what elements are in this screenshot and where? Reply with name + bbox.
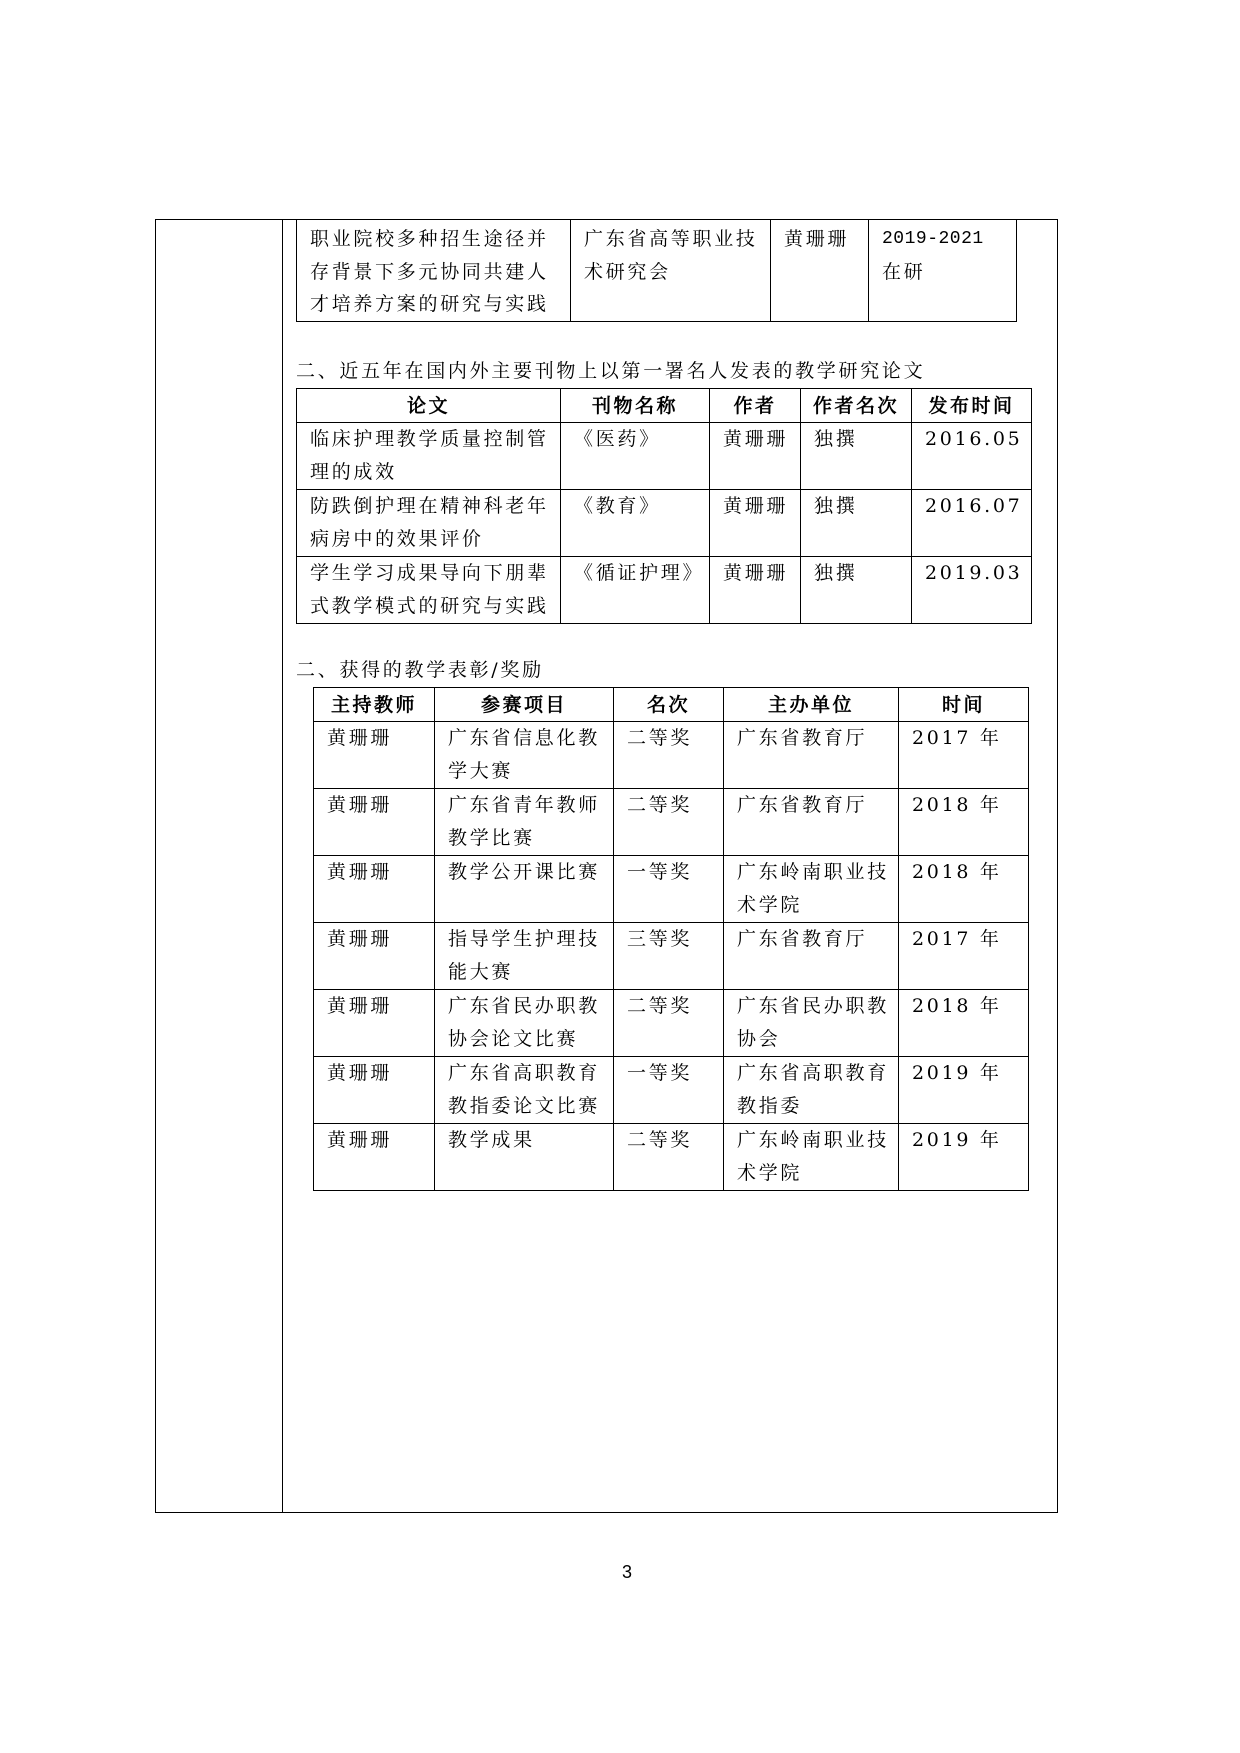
place-cell: 二等奖 bbox=[614, 1124, 724, 1191]
header-author-rank: 作者名次 bbox=[801, 389, 912, 423]
date-cell: 2019.03 bbox=[912, 557, 1032, 624]
award-row bbox=[314, 856, 1029, 923]
year-cell: 2018 年 bbox=[899, 789, 1029, 856]
year-cell: 2018 年 bbox=[899, 990, 1029, 1057]
header-event: 参赛项目 bbox=[435, 688, 614, 722]
header-title: 论文 bbox=[297, 389, 561, 423]
paper-row bbox=[297, 490, 1032, 557]
title-cell: 临床护理教学质量控制管理的成效 bbox=[297, 423, 561, 490]
header-year: 时间 bbox=[899, 688, 1029, 722]
project-period-cell bbox=[869, 220, 1017, 322]
teacher-cell: 黄珊珊 bbox=[314, 990, 435, 1057]
award-row bbox=[314, 789, 1029, 856]
year-cell: 2019 年 bbox=[899, 1124, 1029, 1191]
papers-heading: 二、近五年在国内外主要刊物上以第一署名人发表的教学研究论文 bbox=[296, 360, 926, 382]
award-row bbox=[314, 1124, 1029, 1191]
place-cell: 一等奖 bbox=[614, 1057, 724, 1124]
author-cell: 黄珊珊 bbox=[710, 557, 801, 624]
paper-row bbox=[297, 423, 1032, 490]
year-cell: 2019 年 bbox=[899, 1057, 1029, 1124]
awards-table bbox=[313, 687, 1029, 1191]
event-cell: 教学公开课比赛 bbox=[435, 856, 614, 923]
organizer-cell: 广东岭南职业技术学院 bbox=[724, 856, 899, 923]
header-author: 作者 bbox=[710, 389, 801, 423]
place-cell: 二等奖 bbox=[614, 789, 724, 856]
organizer-cell: 广东省民办职教协会 bbox=[724, 990, 899, 1057]
date-cell: 2016.07 bbox=[912, 490, 1032, 557]
event-cell: 广东省高职教育教指委论文比赛 bbox=[435, 1057, 614, 1124]
place-cell: 二等奖 bbox=[614, 990, 724, 1057]
title-cell: 防跌倒护理在精神科老年病房中的效果评价 bbox=[297, 490, 561, 557]
organizer-cell: 广东省高职教育教指委 bbox=[724, 1057, 899, 1124]
award-row bbox=[314, 990, 1029, 1057]
paper-row bbox=[297, 557, 1032, 624]
author-rank-cell: 独撰 bbox=[801, 557, 912, 624]
event-cell: 广东省青年教师教学比赛 bbox=[435, 789, 614, 856]
organizer-cell: 广东省教育厅 bbox=[724, 722, 899, 789]
project-status: 在研 bbox=[882, 260, 926, 283]
project-period: 2019-2021 bbox=[882, 229, 984, 249]
award-row bbox=[314, 722, 1029, 789]
event-cell: 指导学生护理技能大赛 bbox=[435, 923, 614, 990]
year-cell: 2017 年 bbox=[899, 722, 1029, 789]
journal-cell: 《循证护理》 bbox=[561, 557, 710, 624]
teacher-cell: 黄珊珊 bbox=[314, 923, 435, 990]
column-divider bbox=[282, 219, 283, 1513]
project-person-cell: 黄珊珊 bbox=[771, 220, 869, 322]
author-cell: 黄珊珊 bbox=[710, 490, 801, 557]
teacher-cell: 黄珊珊 bbox=[314, 1124, 435, 1191]
author-rank-cell: 独撰 bbox=[801, 490, 912, 557]
organizer-cell: 广东省教育厅 bbox=[724, 923, 899, 990]
date-cell: 2016.05 bbox=[912, 423, 1032, 490]
event-cell: 广东省民办职教协会论文比赛 bbox=[435, 990, 614, 1057]
awards-header-row bbox=[314, 688, 1029, 722]
project-title-cell: 职业院校多种招生途径并存背景下多元协同共建人才培养方案的研究与实践 bbox=[297, 220, 571, 322]
organizer-cell: 广东省教育厅 bbox=[724, 789, 899, 856]
organizer-cell: 广东岭南职业技术学院 bbox=[724, 1124, 899, 1191]
year-cell: 2018 年 bbox=[899, 856, 1029, 923]
header-place: 名次 bbox=[614, 688, 724, 722]
author-cell: 黄珊珊 bbox=[710, 423, 801, 490]
event-cell: 教学成果 bbox=[435, 1124, 614, 1191]
header-organizer: 主办单位 bbox=[724, 688, 899, 722]
awards-heading: 二、获得的教学表彰/奖励 bbox=[296, 659, 544, 681]
place-cell: 二等奖 bbox=[614, 722, 724, 789]
header-date: 发布时间 bbox=[912, 389, 1032, 423]
project-row bbox=[297, 220, 1017, 322]
teacher-cell: 黄珊珊 bbox=[314, 1057, 435, 1124]
page-number: 3 bbox=[622, 1562, 633, 1582]
event-cell: 广东省信息化教学大赛 bbox=[435, 722, 614, 789]
title-cell: 学生学习成果导向下朋辈式教学模式的研究与实践 bbox=[297, 557, 561, 624]
journal-cell: 《教育》 bbox=[561, 490, 710, 557]
teacher-cell: 黄珊珊 bbox=[314, 722, 435, 789]
place-cell: 三等奖 bbox=[614, 923, 724, 990]
teacher-cell: 黄珊珊 bbox=[314, 789, 435, 856]
research-project-table bbox=[296, 219, 1017, 322]
papers-table bbox=[296, 388, 1032, 624]
teacher-cell: 黄珊珊 bbox=[314, 856, 435, 923]
place-cell: 一等奖 bbox=[614, 856, 724, 923]
papers-header-row bbox=[297, 389, 1032, 423]
author-rank-cell: 独撰 bbox=[801, 423, 912, 490]
project-org-cell: 广东省高等职业技术研究会 bbox=[571, 220, 771, 322]
journal-cell: 《医药》 bbox=[561, 423, 710, 490]
award-row bbox=[314, 923, 1029, 990]
header-teacher: 主持教师 bbox=[314, 688, 435, 722]
year-cell: 2017 年 bbox=[899, 923, 1029, 990]
header-journal: 刊物名称 bbox=[561, 389, 710, 423]
award-row bbox=[314, 1057, 1029, 1124]
